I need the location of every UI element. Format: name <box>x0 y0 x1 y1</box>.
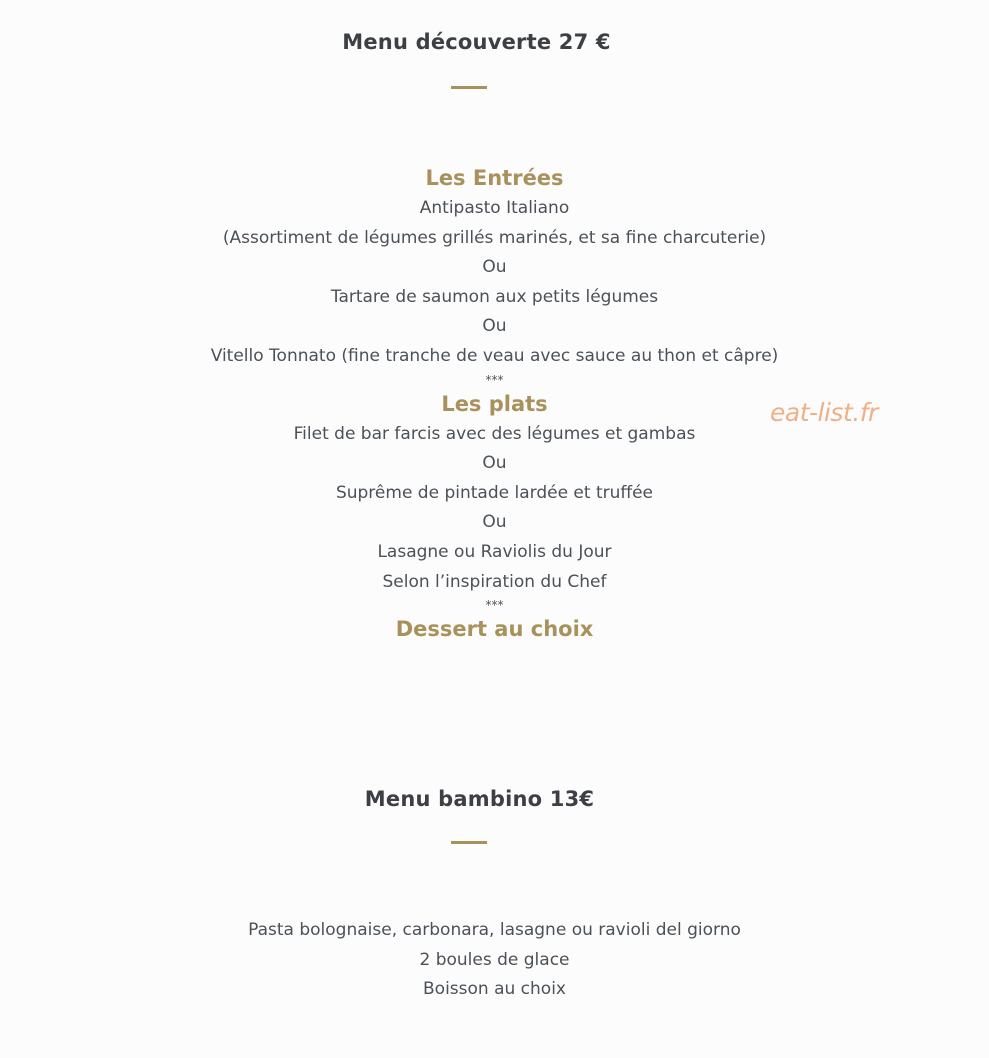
entree-item: Antipasto Italiano <box>419 198 570 218</box>
plat-item: Filet de bar farcis avec des légumes et gambas <box>293 423 696 444</box>
dessert-title: Dessert au choix <box>395 617 594 642</box>
entree-separator-or: Ou <box>482 257 507 278</box>
bambino-item: Boisson au choix <box>423 979 566 1000</box>
menu-bambino-divider <box>451 841 487 844</box>
entrees-title: Les Entrées <box>425 166 564 190</box>
plat-separator-or: Ou <box>482 512 507 533</box>
entree-item: (Assortiment de légumes grillés marinés, et sa fine charcuterie) <box>222 227 767 248</box>
plat-item: Suprême de pintade lardée et truffée <box>335 482 654 503</box>
menu-decouverte-divider <box>451 86 487 89</box>
entree-item: Tartare de saumon aux petits légumes <box>330 286 659 307</box>
plat-separator-or: Ou <box>482 453 507 474</box>
watermark-logo: eat-list.fr <box>770 398 878 427</box>
plats-title: Les plats <box>441 391 548 416</box>
entree-item: Vitello Tonnato (fine tranche de veau avec sauce au thon et câpre) <box>210 345 779 366</box>
plat-item: Selon l’inspiration du Chef <box>382 571 607 592</box>
menu-bambino-body <box>0 916 989 1005</box>
menu-decouverte-title: Menu découverte 27 € <box>342 30 611 54</box>
bambino-item: 2 boules de glace <box>419 949 570 970</box>
bambino-item: Pasta bolognaise, carbonara, lasagne ou ravioli del giorno <box>248 920 741 940</box>
section-separator: *** <box>485 372 504 387</box>
section-separator: *** <box>485 598 504 613</box>
entree-separator-or: Ou <box>482 316 507 337</box>
plat-item: Lasagne ou Raviolis du Jour <box>377 541 612 562</box>
menu-bambino-title: Menu bambino 13€ <box>364 787 595 811</box>
